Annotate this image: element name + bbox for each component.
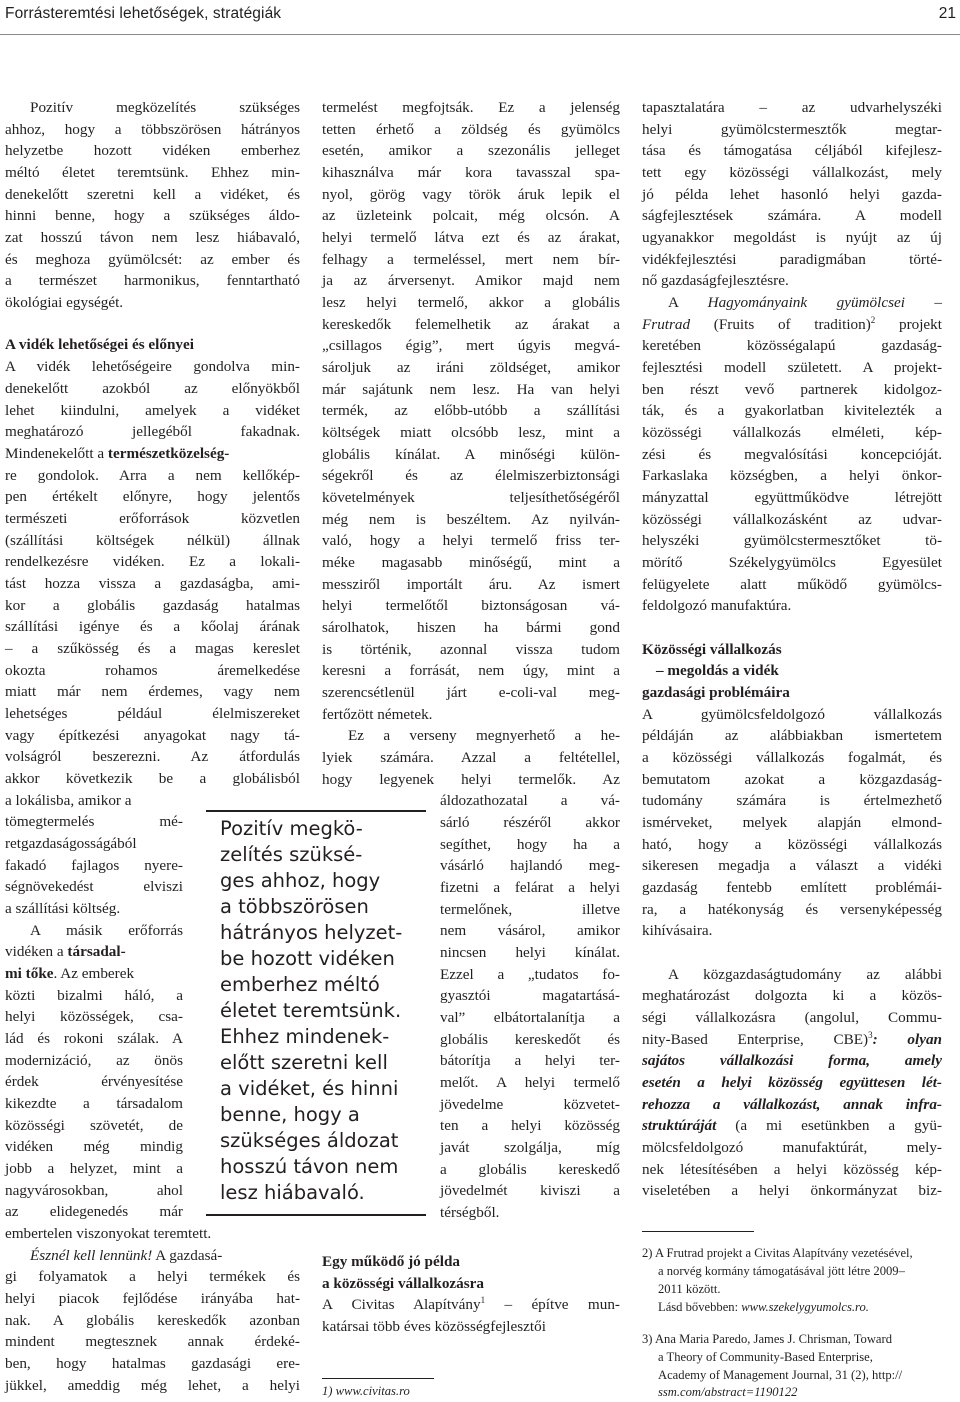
text-line: közösségi szövetét, de bbox=[5, 1117, 183, 1134]
pull-quote-line: Pozitív megkö- bbox=[220, 817, 363, 840]
text-line: tudomány számára is értelmezhető bbox=[642, 792, 942, 809]
text-line bbox=[668, 292, 942, 314]
text-line: kor a globális gazdaság hatalmas bbox=[5, 597, 300, 614]
bold-term: természetközelség- bbox=[107, 445, 230, 462]
text-line: is történik, azonnal vissza tudom bbox=[322, 641, 620, 658]
text-line: szállítási igénye és a kőolaj árának bbox=[5, 618, 300, 635]
footnote-ref: 2 bbox=[870, 314, 876, 325]
pull-quote-line: Ehhez mindenek- bbox=[220, 1025, 390, 1048]
text-line: feldolgozó manufaktúra. bbox=[642, 597, 792, 614]
footnote-2-line bbox=[658, 1299, 869, 1317]
text-line: természeti erőforrások közvetlen bbox=[5, 510, 300, 527]
text-line: A gyümölcsfeldolgozó vállalkozás bbox=[642, 706, 942, 723]
page-number: 21 bbox=[938, 5, 956, 22]
text-line: tása és támogatása céljából kifejlesz- bbox=[642, 142, 942, 159]
text-run: . Az emberek bbox=[53, 965, 135, 982]
text-line: fejlesztési modell született. A projekt- bbox=[642, 359, 942, 376]
text-run: A bbox=[668, 294, 708, 311]
text-line: re gondolok. Arra a nem kellőkép- bbox=[5, 467, 300, 484]
text-line: hinni benne, hogy a szükséges áldo- bbox=[5, 207, 300, 224]
section-heading: Közösségi vállalkozás bbox=[642, 641, 782, 658]
emphasis-run: struktúráját bbox=[642, 1117, 717, 1134]
text-line bbox=[642, 1115, 942, 1137]
text-line: termelőnek, illetve bbox=[440, 901, 620, 918]
text-line: helyszéki gyümölcstermesztőket tö- bbox=[642, 532, 942, 549]
text-line: hogy legyenek helyi termelők. Az bbox=[322, 771, 620, 788]
definition-line: sajátos vállalkozási forma, amely bbox=[642, 1052, 942, 1069]
text-line: helyi termelő látva ezt és az árakat, bbox=[322, 229, 620, 246]
text-line: ták, és a gyakorlatban kivitelezték a bbox=[642, 402, 942, 419]
text-line: termelést megfojtsák. Ez a jelenség bbox=[322, 99, 620, 116]
text-line: érdek érvényesítése bbox=[5, 1073, 183, 1090]
text-line: felügyelete alatt működő gyümölcs- bbox=[642, 576, 942, 593]
section-heading: Egy működő jó példa bbox=[322, 1253, 460, 1270]
footnote-2-line: 2011 között. bbox=[658, 1282, 721, 1296]
text-line: nem vásárol, amikor bbox=[440, 922, 620, 939]
text-line: kihasználva már kora tavasszal spa- bbox=[322, 164, 620, 181]
text-line: gazdaság fentebb említett problémái- bbox=[642, 879, 942, 896]
pull-quote-line: a többszörösen bbox=[220, 895, 369, 918]
text-line: meghatározást dolgozta ki a közös- bbox=[642, 987, 942, 1004]
text-run: projekt bbox=[875, 316, 942, 333]
text-line: nincsen helyi kínálat. bbox=[440, 944, 620, 961]
text-line: áldozathozatal a vá- bbox=[440, 792, 620, 809]
text-line: globális kereskedőt és bbox=[440, 1031, 620, 1048]
footnote-3-line: Academy of Management Journal, 31 (2), http:// bbox=[658, 1368, 903, 1382]
text-line: követelmények teljesíthetőségéről bbox=[322, 489, 620, 506]
text-line: vidéken még mindig bbox=[5, 1138, 183, 1155]
section-heading: a közösségi vállalkozásra bbox=[322, 1275, 484, 1292]
text-line: lesz helyi termelő, akkor a globális bbox=[322, 294, 620, 311]
text-line: modernizáció, az önös bbox=[5, 1052, 183, 1069]
footnote-1: 1) www.civitas.ro bbox=[322, 1384, 410, 1398]
text-line: ségi vállalkozásra (angolul, Commu- bbox=[642, 1009, 942, 1026]
text-line: miatt már nem érdemes, vagy nem bbox=[5, 683, 300, 700]
text-line: akkor következik be a globálisból bbox=[5, 770, 300, 787]
section-heading: A vidék lehetőségei és előnyei bbox=[5, 336, 194, 353]
text-run: – építve mun- bbox=[485, 1296, 620, 1313]
footnote-2: 2) A Frutrad projekt a Civitas Alapítvány vezetésével, bbox=[642, 1246, 913, 1260]
text-line: segíthet, hogy ha a bbox=[440, 836, 620, 853]
pull-quote-line: a vidéket, és hinni bbox=[220, 1077, 399, 1100]
text-line: lád és rokoni szálak. A bbox=[5, 1030, 183, 1047]
italic-phrase: Hagyományaink gyümölcsei – bbox=[707, 294, 942, 311]
text-line: a lokálisba, amikor a bbox=[5, 792, 132, 809]
footnote-link[interactable]: www.szekelygyumolcs.ro. bbox=[741, 1300, 869, 1314]
text-line: szerencsétlenül járt e-coli-val meg- bbox=[322, 684, 620, 701]
pull-quote-line: ges ahhoz, hogy bbox=[220, 869, 381, 892]
bold-term: mi tőke bbox=[5, 965, 54, 982]
definition-line: esetén a helyi közösség együttesen lét- bbox=[642, 1074, 942, 1091]
text-line: javát szolgálja, míg bbox=[440, 1139, 620, 1156]
text-line: melőt. A helyi termelő bbox=[440, 1074, 620, 1091]
footnote-rule bbox=[642, 1231, 754, 1232]
pull-quote-line: előtt szeretni kell bbox=[220, 1051, 388, 1074]
text-line: helyi termelőtől biztonságosan vá- bbox=[322, 597, 620, 614]
pull-quote-line: lesz hiábavaló. bbox=[220, 1181, 365, 1204]
text-line: mörítő Székelygyümölcs Egyesület bbox=[642, 554, 942, 571]
text-line bbox=[642, 1029, 942, 1051]
text-line: katársai több éves közösségfejlesztői bbox=[322, 1318, 546, 1335]
text-line: sárolhatok, hiszen ha bármi gond bbox=[322, 619, 620, 636]
text-line: gyasztói magatartásá- bbox=[440, 987, 620, 1004]
footnote-ref: 1 bbox=[480, 1294, 486, 1305]
pull-quote-line: zelítés szüksé- bbox=[220, 843, 363, 866]
text-line: az elidegenedés már bbox=[5, 1203, 183, 1220]
text-line: embertelen viszonyokat teremtett. bbox=[5, 1225, 212, 1242]
text-line: jó példa lehet hasonló helyi gazda- bbox=[642, 186, 942, 203]
text-line: helyzetbe hozott vidéken emberhez bbox=[5, 142, 300, 159]
pull-quote-line: hátrányos helyzet- bbox=[220, 921, 403, 944]
text-line: és meghoza gyümölcsét: az ember és bbox=[5, 251, 300, 268]
text-run: A gazdasá- bbox=[152, 1247, 223, 1264]
text-line: val” elbátortalanítja a bbox=[440, 1009, 620, 1026]
pull-quote-line: szükséges áldozat bbox=[220, 1129, 399, 1152]
pull-quote-line: életet teremtsünk. bbox=[220, 999, 402, 1022]
text-run: (a mi esetünkben a gyü- bbox=[716, 1117, 942, 1134]
text-line: való, hogy a helyi termelő friss ter- bbox=[322, 532, 620, 549]
italic-phrase: Észnél kell lennünk! bbox=[30, 1247, 153, 1264]
text-line: vidékfejlesztési paradigmában törté- bbox=[642, 251, 942, 268]
text-line: ben, hogy hatalmas gazdasági ere- bbox=[5, 1355, 300, 1372]
text-line: – a szűkösség és a magas kereslet bbox=[5, 640, 300, 657]
text-line: vagy építkezési anyagokat nagy tá- bbox=[5, 727, 300, 744]
text-line: viseletében a helyi önkormányzat biz- bbox=[642, 1182, 942, 1199]
text-line: ségnövekedést elviszi bbox=[5, 878, 183, 895]
text-line: példáján az alábbiakban ismertetem bbox=[642, 727, 942, 744]
text-line: gi folyamatok a helyi termékek és bbox=[5, 1268, 300, 1285]
text-line: „csillagos égig”, mert úgyis megvá- bbox=[322, 337, 620, 354]
text-line: zési és megvalósítási koncepcióját. bbox=[642, 446, 942, 463]
text-line: A közgazdaságtudomány az alábbi bbox=[668, 966, 942, 983]
text-line: tapasztalatára – az udvarhelyszéki bbox=[642, 99, 942, 116]
text-line: a közösségi vállalkozás fogalmát, és bbox=[642, 749, 942, 766]
text-line: bemutatom azokat a közgazdaság- bbox=[642, 771, 942, 788]
text-line: lyiek számára. Azzal a feltétellel, bbox=[322, 749, 620, 766]
text-line: a természet harmonikus, fenntartható bbox=[5, 272, 300, 289]
running-title: Forrásteremtési lehetőségek, stratégiák bbox=[5, 5, 282, 22]
text-line: keresni a forrását, nem úgy, mint a bbox=[322, 662, 620, 679]
text-line: már sajátunk nem lesz. Ha van helyi bbox=[322, 381, 620, 398]
text-line: okozta rohamos áremelkedése bbox=[5, 662, 300, 679]
text-line: jövedelmét kiviszi a bbox=[440, 1182, 620, 1199]
text-run: vidéken a bbox=[5, 943, 68, 960]
text-line: az üzleteink polcait, még olcsón. A bbox=[322, 207, 620, 224]
text-line: mindent megtesznek annak érdeké- bbox=[5, 1333, 300, 1350]
pull-quote-line: emberhez méltó bbox=[220, 973, 380, 996]
text-line: tást hozza vissza a gazdaságba, ami- bbox=[5, 575, 300, 592]
text-line: mányzattal együttműködve létrejött bbox=[642, 489, 942, 506]
text-line: globális kínálat. A minőségi külön- bbox=[322, 446, 620, 463]
footnote-3: 3) Ana Maria Paredo, James J. Chrisman, Toward bbox=[642, 1332, 893, 1346]
definition-line: rehozza a vállalkozást, annak infra- bbox=[642, 1096, 942, 1113]
text-line: A másik erőforrás bbox=[30, 922, 183, 939]
text-line: rendelkezésre vidéken. Ez a lokali- bbox=[5, 553, 300, 570]
text-line: Ezzel a „tudatos fo- bbox=[440, 966, 620, 983]
text-line: felhagy a termeléssel, mert nem bír- bbox=[322, 251, 620, 268]
text-line: jükkel, ameddig még lehet, a helyi bbox=[5, 1377, 300, 1394]
text-line: messziről importált áru. Az ismert bbox=[322, 576, 620, 593]
text-line: közösségi vállalkozásként az udvar- bbox=[642, 511, 942, 528]
text-line: ugyanakkor megoldást is nyújt az új bbox=[642, 229, 942, 246]
text-line: lehetséges például élelmiszereket bbox=[5, 705, 300, 722]
text-line: ahhoz, hogy a többszörösen hátrányos bbox=[5, 121, 300, 138]
text-line: bátorítja a helyi ter- bbox=[440, 1052, 620, 1069]
pull-quote-line: hosszú távon nem bbox=[220, 1155, 399, 1178]
text-line: fakadó fajlagos nyere- bbox=[5, 857, 183, 874]
text-line: jobb a helyzet, mint a bbox=[5, 1160, 183, 1177]
text-line: pen értékelt előnyre, hogy jelentős bbox=[5, 488, 300, 505]
text-line: denekelőtt szeretni kell a vidéket, és bbox=[5, 186, 300, 203]
text-line: ségekről és az élelmiszerbiztonsági bbox=[322, 467, 620, 484]
text-line: jövedelme közvetet- bbox=[440, 1096, 620, 1113]
text-line: nő gazdaságfejlesztésre. bbox=[642, 272, 789, 289]
text-line: a globális kereskedő bbox=[440, 1161, 620, 1178]
text-line: nagyvárosokban, ahol bbox=[5, 1182, 183, 1199]
text-line: tömegtermelés mé- bbox=[5, 813, 183, 830]
text-line: tett egy közösségi vállalkozást, mely bbox=[642, 164, 942, 181]
bold-term: társadal- bbox=[67, 943, 126, 960]
text-line: A vidék lehetőségeire gondolva min- bbox=[5, 358, 300, 375]
text-line: nek létesítésében a helyi közösség kép- bbox=[642, 1161, 942, 1178]
text-line: nak. A globális kereskedők azonban bbox=[5, 1312, 300, 1329]
text-line: még nem is beszéltem. Az nyilván- bbox=[322, 511, 620, 528]
italic-phrase: Frutrad bbox=[642, 316, 691, 333]
text-run: Lásd bővebben: bbox=[658, 1300, 742, 1314]
text-line bbox=[642, 314, 942, 336]
text-line: esetén, amikor a szezonális jelleget bbox=[322, 142, 620, 159]
text-line: sikeresen megadja a választ a vidéki bbox=[642, 857, 942, 874]
section-heading: gazdasági problémáira bbox=[642, 684, 790, 701]
text-line: keretében közösségalapú gazdaság- bbox=[642, 337, 942, 354]
text-line: retgazdaságosságából bbox=[5, 835, 137, 852]
text-line: meghatározó jellegéből fakadnak. bbox=[5, 423, 300, 440]
text-line: vásárló hajlandó meg- bbox=[440, 857, 620, 874]
text-line: lehet kiindulni, amelyek a vidéket bbox=[5, 402, 300, 419]
text-line: ökológiai egységét. bbox=[5, 294, 124, 311]
text-line: zat hosszú távon nem lesz hiábavaló, bbox=[5, 229, 300, 246]
text-line: (szállítási költségek nélkül) állnak bbox=[5, 532, 300, 549]
text-line: fertőzött németek. bbox=[322, 706, 433, 723]
text-line: ben részt vevő partnerek kidolgoz- bbox=[642, 381, 942, 398]
emphasis-run: : olyan bbox=[872, 1031, 942, 1048]
text-run: Mindenekelőtt a bbox=[5, 445, 108, 462]
footnote-3-link[interactable]: ssm.com/abstract=1190122 bbox=[658, 1385, 798, 1399]
text-line: méke magasabb minőségű, mint a bbox=[322, 554, 620, 571]
footnote-ref: 3 bbox=[868, 1029, 873, 1040]
text-line: Pozitív megközelítés szükséges bbox=[30, 99, 300, 116]
text-line: sároljuk az iráni zöldséget, amikor bbox=[322, 359, 620, 376]
text-line: közösségi vállalkozás elméleti, kép- bbox=[642, 424, 942, 441]
text-line: Ez a verseny megnyerhető a he- bbox=[348, 727, 620, 744]
pull-quote-line: benne, hogy a bbox=[220, 1103, 360, 1126]
text-line: ságfejlesztések számára. A modell bbox=[642, 207, 942, 224]
text-line: tetten érhető a zöldség és gyümölcs bbox=[322, 121, 620, 138]
text-line: kihívásaira. bbox=[642, 922, 713, 939]
text-run: (Fruits of tradition) bbox=[690, 316, 871, 333]
text-run: nity-Based Enterprise, CBE) bbox=[642, 1031, 869, 1048]
text-line: helyi gyümölcstermesztők megtar- bbox=[642, 121, 942, 138]
text-line: kereskedők felemelhetik az árakat a bbox=[322, 316, 620, 333]
text-line: Farkaslaka községben, a helyi önkor- bbox=[642, 467, 942, 484]
text-line: nyol, görög vagy török áruk lepik el bbox=[322, 186, 620, 203]
footnote-2-line: a norvég kormány támogatásával jött létre 2009– bbox=[658, 1264, 905, 1278]
text-line: ismérveket, melyek alapján elmond- bbox=[642, 814, 942, 831]
text-line: térségből. bbox=[440, 1204, 500, 1221]
text-line: méltó életet teremtsünk. Ehhez min- bbox=[5, 164, 300, 181]
text-line: ja az árversenyt. Amikor majd nem bbox=[322, 272, 620, 289]
text-line: denekelőtt azokból az előnyökből bbox=[5, 380, 300, 397]
text-line: volságról beszerezni. Az átfordulás bbox=[5, 748, 300, 765]
text-line: fizetni a felárat a helyi bbox=[440, 879, 620, 896]
text-line: ható, hogy a közösségi vállalkozás bbox=[642, 836, 942, 853]
text-line: helyi piacok fejlődése irányába hat- bbox=[5, 1290, 300, 1307]
text-run: A Civitas Alapítvány bbox=[322, 1296, 481, 1313]
text-line: a szállítási költség. bbox=[5, 900, 121, 917]
text-line: közti bizalmi háló, a bbox=[5, 987, 183, 1004]
text-line: ra, a hatékonyság és versenyképesség bbox=[642, 901, 942, 918]
pull-quote-line: be hozott vidéken bbox=[220, 947, 395, 970]
text-line: költségek miatt olcsóbb lesz, mint a bbox=[322, 424, 620, 441]
text-line: ten a helyi közösség bbox=[440, 1117, 620, 1134]
text-line: helyi közösségek, csa- bbox=[5, 1008, 183, 1025]
footnote-3-line: a Theory of Community-Based Enterprise, bbox=[658, 1350, 873, 1364]
text-line: sárló részéről akkor bbox=[440, 814, 620, 831]
text-line: termék, az előbb-utóbb a szállítási bbox=[322, 402, 620, 419]
text-line: mölcsfeldolgozó manufaktúrát, mely- bbox=[642, 1139, 942, 1156]
text-line: kikezdte a társadalom bbox=[5, 1095, 183, 1112]
section-heading: – megoldás a vidék bbox=[656, 662, 779, 679]
